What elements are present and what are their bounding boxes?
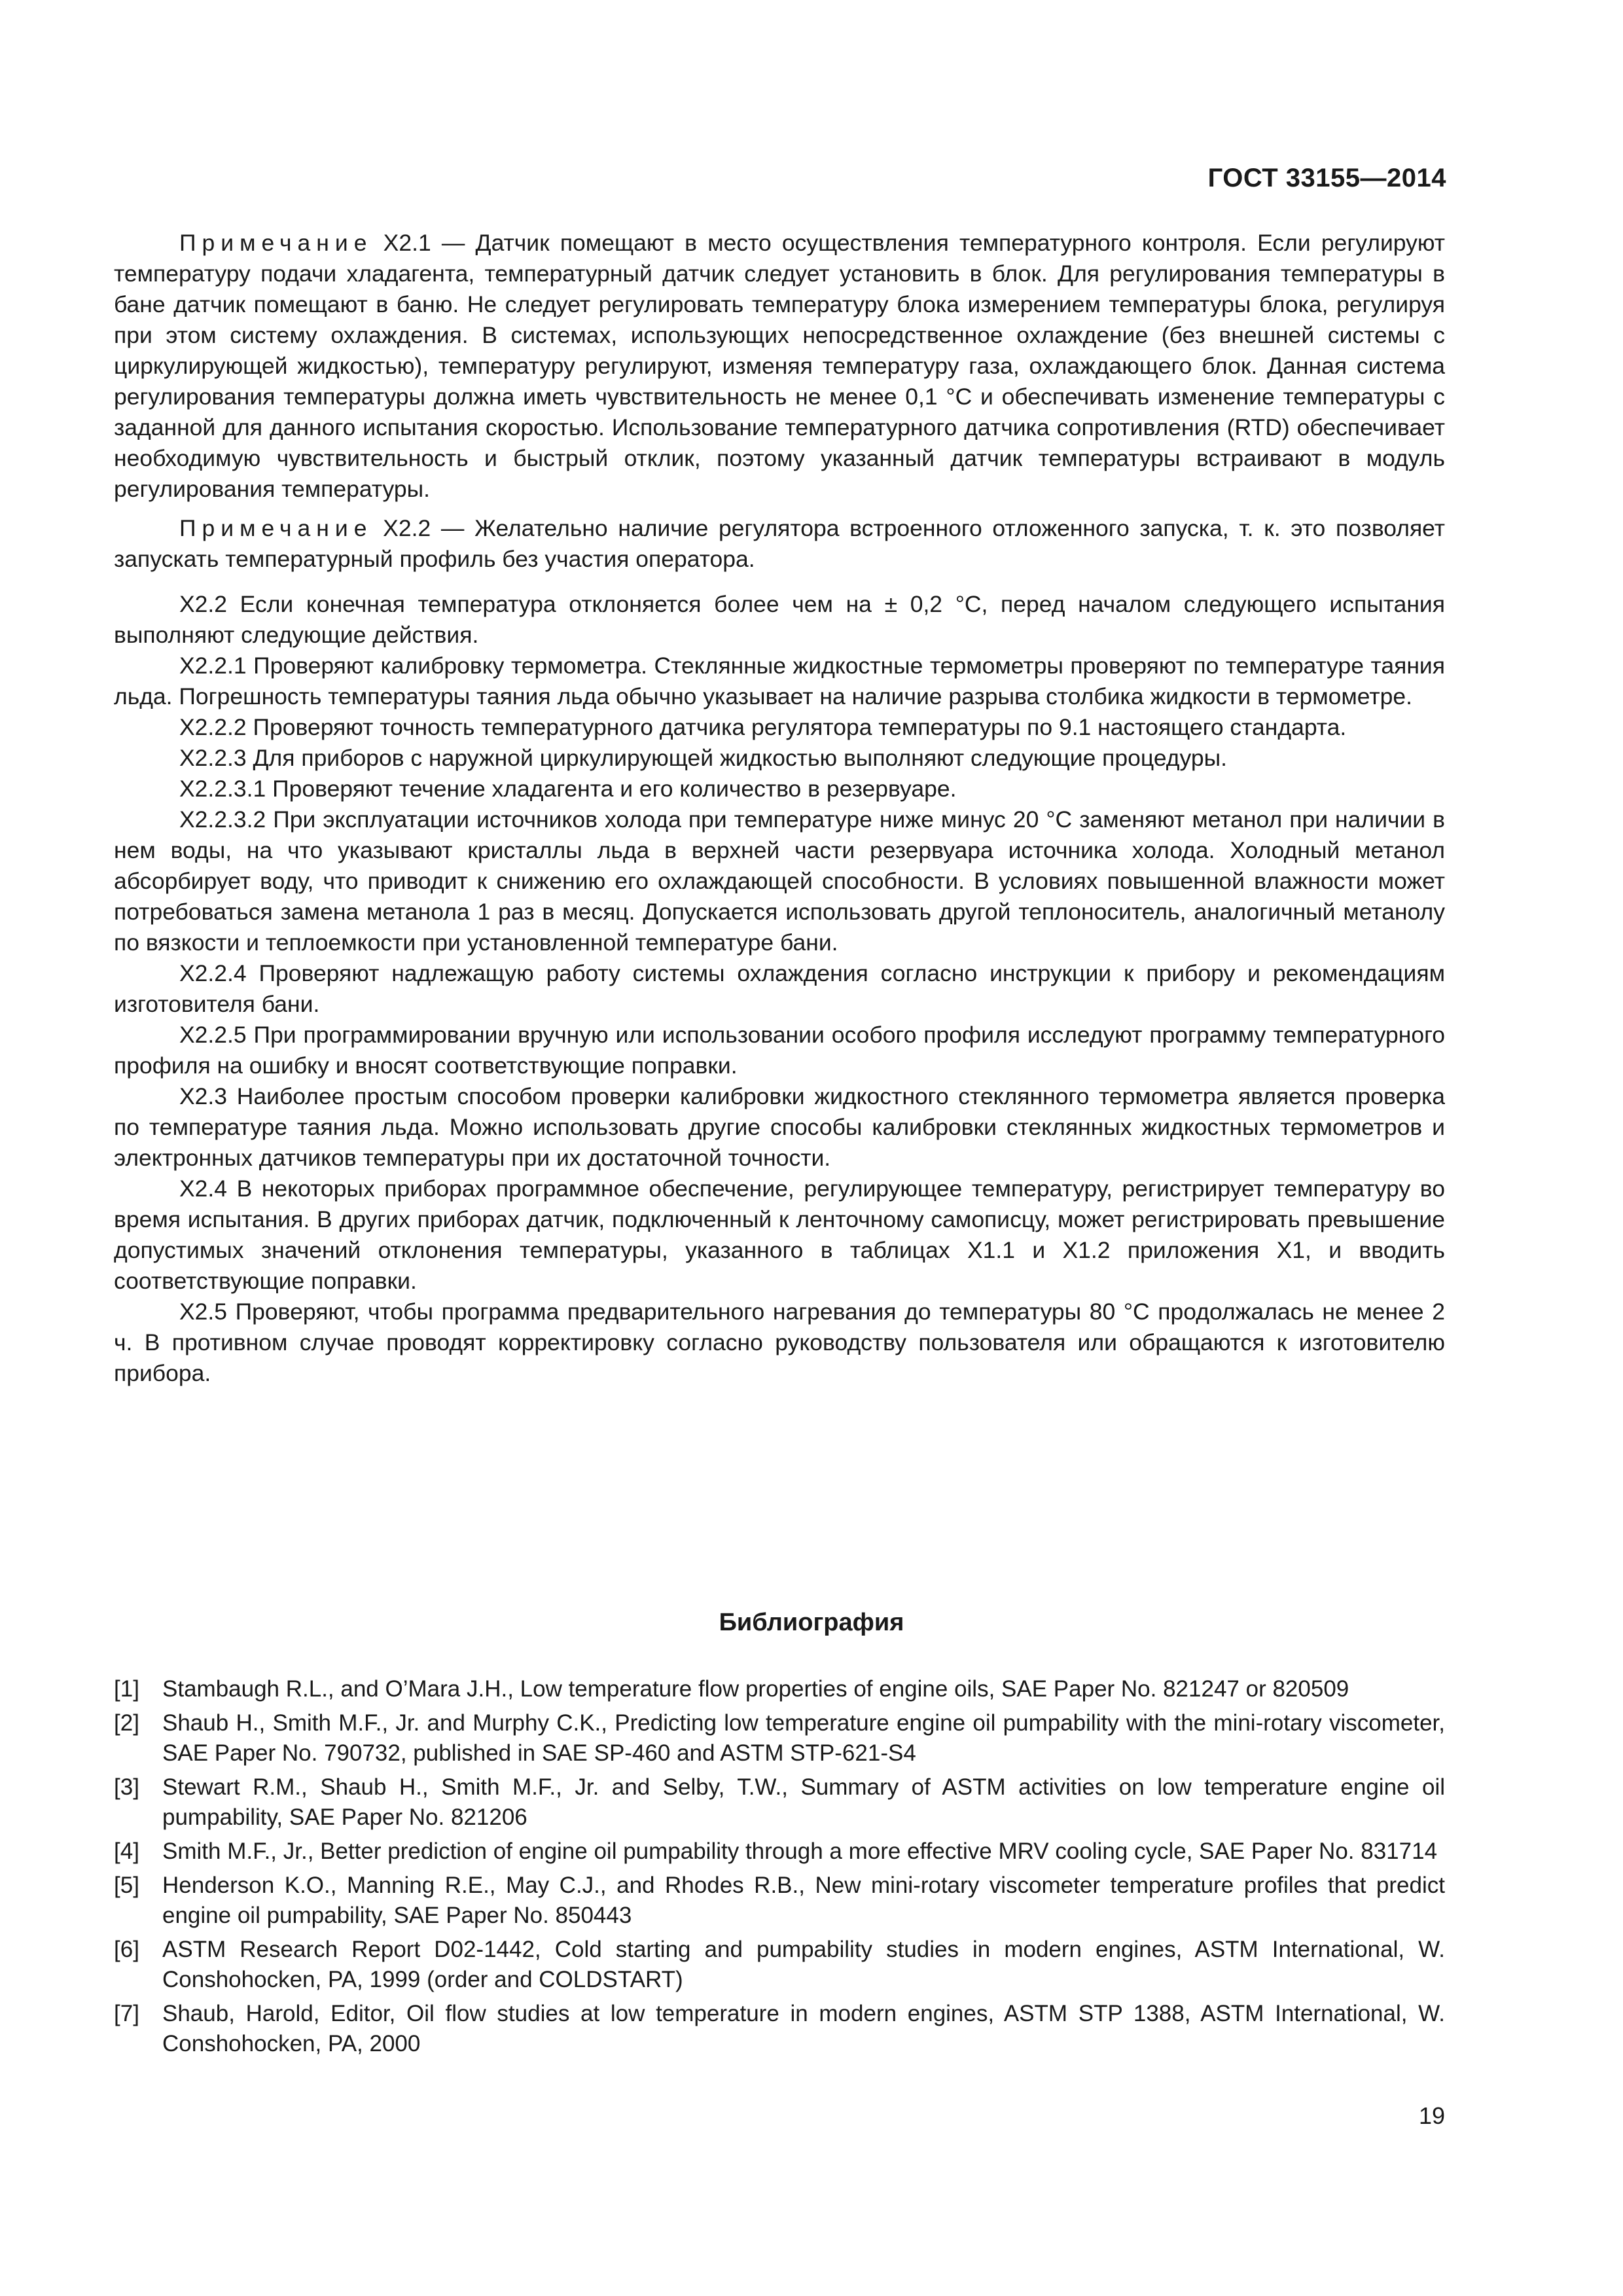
paragraph-x2-2-4: X2.2.4 Проверяют надлежащую работу системы охлаждения согласно инструкции к прибору и рекомендациям изготовителя бани. bbox=[114, 960, 1445, 1017]
bibliography-item bbox=[114, 1772, 1445, 1833]
paragraph-x2-2-3-2: X2.2.3.2 При эксплуатации источников холода при температуре ниже минус 20 °С заменяют метанол при наличии в нем воды, на что указывают кристаллы льда в верхней части резервуара источника холода. Холодный метанол абсорбирует воду, что приводит к снижению его охлаждающей способности. В условиях повышенной влажности может потребоваться замена метанола 1 раз в месяц. Допускается использовать другой теплоноситель, аналогичный метанолу по вязкости и теплоемкости при установленной температуре бани. bbox=[114, 806, 1445, 956]
bibliography-item bbox=[114, 1935, 1445, 1995]
paragraph-x2-5: X2.5 Проверяют, чтобы программа предварительного нагревания до температуры 80 °С продолжалась не менее 2 ч. В противном случае проводят корректировку согласно руководству пользователя или обращаются к изготовителю прибора. bbox=[114, 1299, 1445, 1386]
page-number: 19 bbox=[1418, 2102, 1445, 2129]
bibliography-item bbox=[114, 1999, 1445, 2059]
note-text: X2.1 — Датчик помещают в место осуществления температурного контроля. Если регулируют температуру подачи хладагента, температурный датчик следует установить в блок. Для регулирования температуры в бане датчик помещают в баню. Не следует регулировать температуру блока измерением температуры блока, регулируя при этом систему охлаждения. В системах, использующих непосредственное охлаждение (без внешней системы с циркулирующей жидкостью), температуру регулируют, изменяя температуру газа, охлаждающего блок. Данная система регулирования температуры должна иметь чувствительность не менее 0,1 °С и обеспечивать изменение температуры с заданной для данного испытания скоростью. Использование температурного датчика сопротивления (RTD) обеспечивает необходимую чувствительность и быстрый отклик, поэтому указанный датчик температуры встраивают в модуль регулирования температуры. bbox=[114, 230, 1445, 502]
note-x2-2 bbox=[114, 513, 1445, 575]
bibliography-item bbox=[114, 1837, 1445, 1867]
main-text bbox=[114, 228, 1445, 1389]
paragraph-x2-2-3: X2.2.3 Для приборов с наружной циркулирующей жидкостью выполняют следующие процедуры. bbox=[179, 745, 1227, 771]
bibliography-text: Smith M.F., Jr., Better prediction of engine oil pumpability through a more effective MRV cooling cycle, SAE Paper No. 831714 bbox=[162, 1839, 1438, 1864]
paragraph-x2-3: X2.3 Наиболее простым способом проверки калибровки жидкостного стеклянного термометра является проверка по температуре таяния льда. Можно использовать другие способы калибровки стеклянных жидкостных термометров и электронных датчиков температуры при их достаточной точности. bbox=[114, 1083, 1445, 1171]
bibliography-number: [6] bbox=[114, 1937, 139, 1962]
bibliography-list bbox=[114, 1674, 1445, 2063]
paragraph-x2-2-2: X2.2.2 Проверяют точность температурного датчика регулятора температуры по 9.1 настоящего стандарта. bbox=[179, 714, 1347, 740]
bibliography-number: [7] bbox=[114, 2001, 139, 2026]
bibliography-text: Shaub, Harold, Editor, Oil flow studies at low temperature in modern engines, ASTM STP 1388, ASTM International, W. Conshohocken, PA, 2000 bbox=[162, 2001, 1445, 2056]
bibliography-number: [5] bbox=[114, 1873, 139, 1898]
bibliography-text: ASTM Research Report D02-1442, Cold starting and pumpability studies in modern engines, ASTM International, W. Conshohocken, PA, 1999 (order and COLDSTART) bbox=[162, 1937, 1445, 1992]
note-text: X2.2 — Желательно наличие регулятора встроенного отложенного запуска, т. к. это позволяет запускать температурный профиль без участия оператора. bbox=[114, 515, 1445, 572]
paragraph-x2-4: X2.4 В некоторых приборах программное обеспечение, регулирующее температуру, регистрирует температуру во время испытания. В других приборах датчик, подключенный к ленточному самописцу, может регистрировать превышение допустимых значений отклонения температуры, указанного в таблицах X1.1 и X1.2 приложения X1, и вводить соответствующие поправки. bbox=[114, 1175, 1445, 1294]
note-x2-1 bbox=[114, 228, 1445, 505]
bibliography-item bbox=[114, 1674, 1445, 1704]
bibliography-text: Shaub H., Smith M.F., Jr. and Murphy C.K., Predicting low temperature engine oil pumpability with the mini-rotary viscometer, SAE Paper No. 790732, published in SAE SP-460 and ASTM STP-621-S4 bbox=[162, 1710, 1445, 1766]
bibliography-number: [3] bbox=[114, 1774, 139, 1800]
paragraph-x2-2-1: X2.2.1 Проверяют калибровку термометра. Стеклянные жидкостные термометры проверяют по температуре таяния льда. Погрешность температуры таяния льда обычно указывает на наличие разрыва столбика жидкости в термометре. bbox=[114, 653, 1445, 709]
note-label: Примечание bbox=[179, 230, 373, 256]
bibliography-text: Stewart R.M., Shaub H., Smith M.F., Jr. and Selby, T.W., Summary of ASTM activities on low temperature engine oil pumpability, SAE Paper No. 821206 bbox=[162, 1774, 1445, 1830]
paragraph-x2-2-5: X2.2.5 При программировании вручную или использовании особого профиля исследуют программу температурного профиля на ошибку и вносят соответствующие поправки. bbox=[114, 1022, 1445, 1079]
note-label: Примечание bbox=[179, 515, 373, 541]
bibliography-item bbox=[114, 1708, 1445, 1768]
bibliography-number: [1] bbox=[114, 1676, 139, 1702]
bibliography-text: Stambaugh R.L., and O’Mara J.H., Low temperature flow properties of engine oils, SAE Paper No. 821247 or 820509 bbox=[162, 1676, 1349, 1702]
bibliography-number: [2] bbox=[114, 1710, 139, 1736]
bibliography-title: Библиография bbox=[719, 1609, 904, 1636]
document-number: ГОСТ 33155—2014 bbox=[1207, 164, 1446, 192]
bibliography-number: [4] bbox=[114, 1839, 139, 1864]
bibliography-item bbox=[114, 1871, 1445, 1931]
paragraph-x2-2: X2.2 Если конечная температура отклоняется более чем на ± 0,2 °С, перед началом следующего испытания выполняют следующие действия. bbox=[114, 591, 1445, 648]
bibliography-text: Henderson K.O., Manning R.E., May C.J., and Rhodes R.B., New mini-rotary viscometer temperature profiles that predict engine oil pumpability, SAE Paper No. 850443 bbox=[162, 1873, 1445, 1928]
paragraph-x2-2-3-1: X2.2.3.1 Проверяют течение хладагента и его количество в резервуаре. bbox=[179, 776, 957, 802]
